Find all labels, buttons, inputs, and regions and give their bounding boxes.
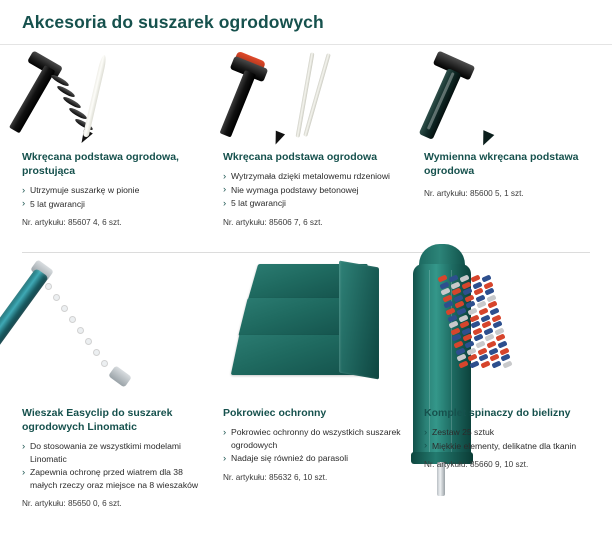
product-article-number: Nr. artykułu: 85660 9, 10 szt.	[424, 460, 529, 470]
screw-shaft-shape	[220, 70, 257, 138]
product-feature-list	[223, 426, 413, 464]
product-row-top	[0, 46, 612, 253]
product-feature: › Miękkie elementy, delikatne dla tkanin	[424, 440, 604, 452]
product-feature: › Zestaw 25 sztuk	[424, 426, 604, 438]
product-feature: › 5 lat gwarancji	[223, 197, 413, 209]
product-feature: › Utrzymuje suszarkę w pionie	[22, 184, 212, 196]
screw-tip-shape	[478, 130, 495, 148]
product-feature-list	[424, 426, 604, 452]
hanger-clip-dot	[62, 306, 67, 311]
product-feature: › Nadaje się również do parasoli	[223, 452, 413, 464]
product-article-number: Nr. artykułu: 85600 5, 1 szt.	[424, 189, 524, 199]
screw-tip-shape	[271, 131, 285, 147]
product-title: Wkręcana podstawa ogrodowa, prostująca	[22, 151, 179, 178]
hanger-clip-dot	[46, 284, 51, 289]
product-feature-list	[22, 184, 212, 210]
clothes-peg-shape	[491, 360, 501, 368]
product-row-bottom	[0, 256, 612, 538]
hanger-clip-dot	[86, 339, 91, 344]
metal-rod-shape	[296, 52, 315, 137]
fabric-side-panel-shape	[339, 260, 379, 379]
clothes-peg-shape	[458, 360, 468, 368]
product-image-clothes-pegs	[424, 256, 604, 406]
product-image-ground-screw-straightening	[22, 46, 212, 150]
hanger-end-cap	[108, 365, 132, 387]
product-feature: › Do stosowania ze wszystkimi modelami Linomatic	[22, 440, 212, 465]
replacement-base-illustration	[434, 58, 544, 144]
hanger-clip-dot	[102, 361, 107, 366]
product-image-easyclip-hanger	[22, 256, 212, 406]
product-article-number: Nr. artykułu: 85632 6, 10 szt.	[223, 472, 328, 482]
title-divider	[0, 44, 612, 45]
product-feature: › Pokrowiec ochronny do wszystkich suszarek ogrodowych	[223, 426, 413, 451]
product-article-number: Nr. artykułu: 85650 0, 6 szt.	[22, 499, 122, 509]
product-feature-list	[223, 170, 413, 209]
metal-rods-illustration	[295, 52, 335, 144]
product-title: Wieszak Easyclip do suszarek ogrodowych Linomatic	[22, 407, 173, 434]
product-feature: › Nie wymaga podstawy betonowej	[223, 184, 413, 196]
product-title: Komplet spinaczy do bielizny	[424, 407, 571, 419]
product-title: Wkręcana podstawa ogrodowa	[223, 151, 378, 163]
page-title: Akcesoria do suszarek ogrodowych	[22, 12, 324, 32]
screw-shaft-shape	[9, 65, 55, 133]
screw-highlight-shape	[427, 72, 455, 130]
product-image-protective-cover	[223, 256, 413, 406]
product-feature: › Wytrzymała dzięki metalowemu rdzeniowi	[223, 170, 413, 182]
product-card-clothes-pegs	[424, 256, 604, 471]
ground-screw-red-cap-illustration	[229, 54, 359, 146]
clothes-peg-shape	[480, 360, 490, 368]
folded-fabric-illustration	[235, 262, 410, 402]
product-card-ground-screw-straightening	[22, 46, 212, 229]
hanger-clip-dot	[70, 317, 75, 322]
product-image-ground-screw	[223, 46, 413, 150]
hanger-clip-dot	[94, 350, 99, 355]
easyclip-hanger-illustration	[28, 262, 178, 402]
product-feature: › Zapewnia ochronę przed wiatrem dla 38 małych rzeczy oraz miejsce na 8 wieszaków	[22, 466, 212, 491]
clothes-peg-shape	[469, 360, 479, 368]
product-title: Pokrowiec ochronny	[223, 407, 327, 419]
clothes-peg-shape	[502, 360, 512, 368]
product-article-number: Nr. artykułu: 85606 7, 6 szt.	[223, 217, 323, 227]
hanger-clip-dot	[78, 328, 83, 333]
product-image-replacement-base	[424, 46, 604, 150]
product-feature-list	[22, 440, 212, 491]
hanger-clip-dot	[54, 295, 59, 300]
product-title: Wymienna wkręcana podstawa ogrodowa	[424, 151, 579, 178]
product-card-replacement-base	[424, 46, 604, 200]
clothes-pegs-illustration	[428, 272, 558, 392]
product-card-ground-screw	[223, 46, 413, 228]
product-feature: › 5 lat gwarancji	[22, 198, 212, 210]
row-divider	[22, 252, 590, 253]
hanger-bar-shape	[0, 268, 49, 378]
product-article-number: Nr. artykułu: 85607 4, 6 szt.	[22, 218, 122, 228]
product-card-protective-cover	[223, 256, 413, 483]
product-card-easyclip-hanger	[22, 256, 212, 510]
